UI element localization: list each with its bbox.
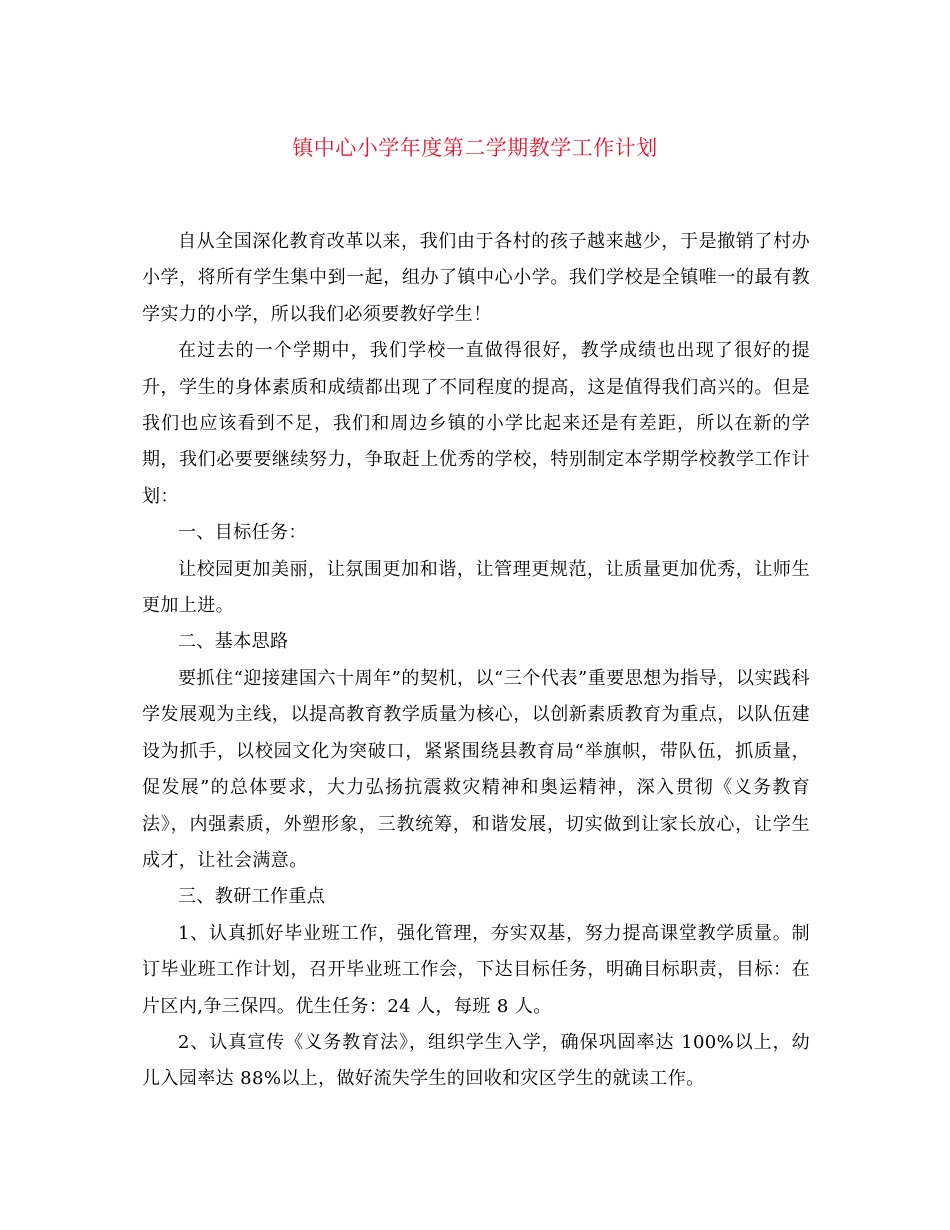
paragraph-review: 在过去的一个学期中，我们学校一直做得很好，教学成绩也出现了很好的提升，学生的身体素质和成绩都出现了不同程度的提高，这是值得我们高兴的。但是我们也应该看到不足，我们和周边乡镇的小学比起来还是有差距，所以在新的学期，我们必要要继续努力，争取赶上优秀的学校，特别制定本学期学校教学工作计划： bbox=[142, 340, 810, 507]
document-body bbox=[142, 224, 810, 1098]
paragraph-item-2: 2、认真宣传《义务教育法》，组织学生入学，确保巩固率达 100%以上，幼儿入园率达 88%以上，做好流失学生的回收和灾区学生的就读工作。 bbox=[142, 1031, 810, 1090]
paragraph-item-1: 1、认真抓好毕业班工作，强化管理，夯实双基，努力提高课堂教学质量。制订毕业班工作计划，召开毕业班工作会，下达目标任务，明确目标职责，目标：在片区内,争三保四。优生任务：24 人，每班 8 人。 bbox=[142, 922, 810, 1017]
paragraph-goals: 让校园更加美丽，让氛围更加和谐，让管理更规范，让质量更加优秀，让师生更加上进。 bbox=[142, 558, 810, 617]
paragraph-intro: 自从全国深化教育改革以来，我们由于各村的孩子越来越少，于是撤销了村办小学，将所有学生集中到一起，组办了镇中心小学。我们学校是全镇唯一的最有教学实力的小学，所以我们必须要教好学生！ bbox=[142, 231, 810, 325]
section-heading-approach: 二、基本思路 bbox=[178, 631, 289, 653]
paragraph-approach: 要抓住“迎接建国六十周年”的契机，以“三个代表”重要思想为指导，以实践科学发展观为主线，以提高教育教学质量为核心，以创新素质教育为重点，以队伍建设为抓手，以校园文化为突破口，紧紧围绕县教育局“举旗帜，带队伍，抓质量，促发展”的总体要求，大力弘扬抗震救灾精神和奥运精神，深入贯彻《义务教育法》，内强素质，外塑形象，三教统筹，和谐发展，切实做到让家长放心，让学生成才，让社会满意。 bbox=[142, 667, 810, 871]
document-title: 镇中心小学年度第二学期教学工作计划 bbox=[292, 136, 658, 160]
section-heading-research: 三、教研工作重点 bbox=[178, 886, 326, 908]
section-heading-goals: 一、目标任务： bbox=[178, 522, 307, 544]
